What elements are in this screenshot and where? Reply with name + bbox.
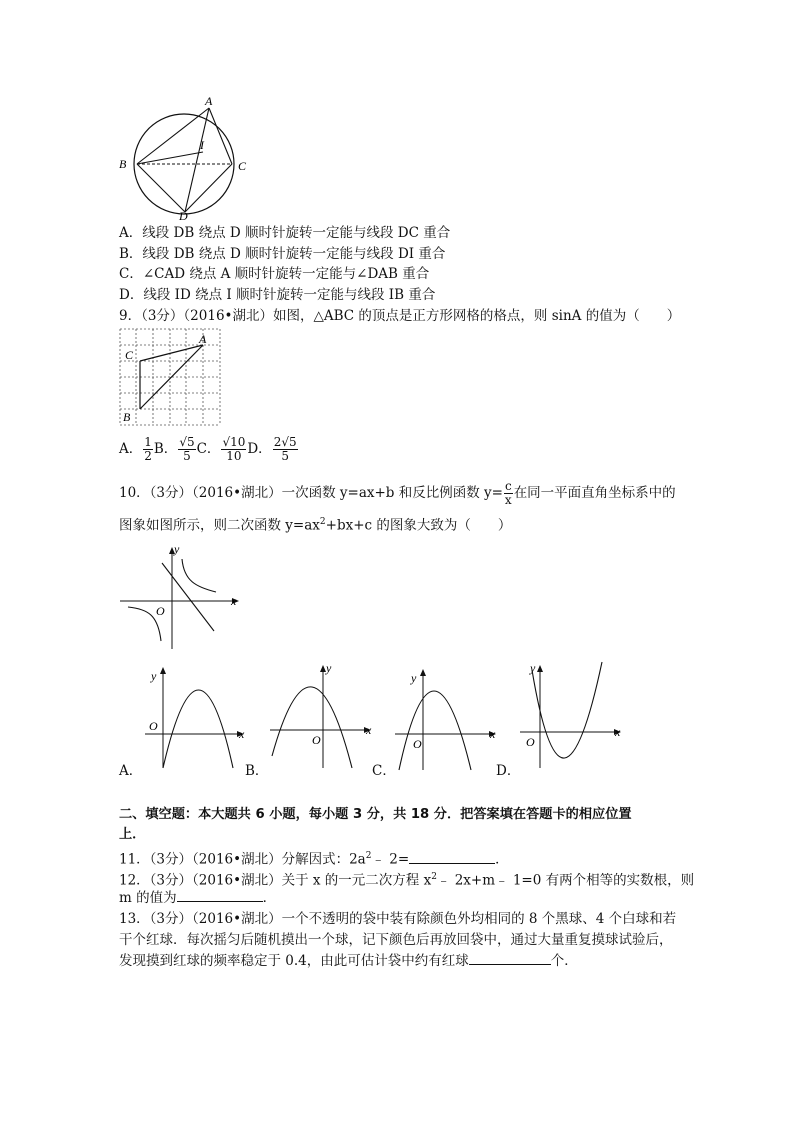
q9-grid-figure <box>119 328 221 426</box>
parabola-a <box>163 690 233 768</box>
q8-option-a: A．线段 DB 绕点 D 顺时针旋转一定能与线段 DC 重合 <box>119 225 451 241</box>
section2-title-line1: 二、填空题：本大题共 6 小题，每小题 3 分，共 18 分．把答案填在答题卡的相应位置 <box>119 807 632 822</box>
q10-option-c-label: C． <box>372 763 396 779</box>
q13-answer-blank[interactable] <box>469 952 551 965</box>
svg-text:x: x <box>239 727 245 741</box>
line-graph <box>162 563 214 631</box>
q9-opt-a-frac: $\frac{1}{2}$ <box>144 435 152 463</box>
q10-option-d-label: D． <box>496 763 521 779</box>
q10-option-d-graph <box>518 660 628 772</box>
q9-opt-d-frac: $\frac{2√5}{5}$ <box>273 435 297 463</box>
q9-opt-d-label: D． <box>247 441 272 457</box>
q11-answer-blank[interactable] <box>409 851 495 864</box>
q10-option-b-label: B． <box>245 763 269 779</box>
segment-ac <box>209 108 232 164</box>
parabola-c <box>399 691 471 770</box>
q9-opt-a-label: A． <box>119 441 143 457</box>
svg-text:y: y <box>151 669 157 683</box>
label-b: B <box>123 410 131 424</box>
q8-option-c: C．∠CAD 绕点 A 顺时针旋转一定能与∠DAB 重合 <box>119 266 430 282</box>
q10-option-a-graph <box>143 660 251 772</box>
q9-opt-c-frac: $\frac{√10}{10}$ <box>222 435 246 463</box>
svg-text:O: O <box>156 604 165 618</box>
svg-text:O: O <box>526 735 535 749</box>
q12-line1: 12．（3分）（2016•湖北）关于 x 的一元二次方程 $x^2﹣$ 2x+m﹣ 1=0 有两个相等的实数根，则 <box>119 872 695 889</box>
q10-given-graph <box>118 545 248 653</box>
svg-text:y: y <box>174 545 180 556</box>
q8-option-b: B．线段 DB 绕点 D 顺时针旋转一定能与线段 DI 重合 <box>119 246 446 262</box>
label-c: C <box>238 159 247 173</box>
svg-text:y: y <box>530 661 536 675</box>
segment-bi <box>137 152 203 164</box>
q8-circle-figure <box>115 92 260 222</box>
svg-text:y: y <box>411 671 417 685</box>
label-a: A <box>199 332 207 346</box>
parabola-d <box>532 662 602 758</box>
q13-line3: 发现摸到红球的频率稳定于 0.4，由此可估计袋中约有红球 个． <box>119 953 578 969</box>
q8-option-d: D．线段 ID 绕点 I 顺时针旋转一定能与线段 IB 重合 <box>119 287 436 303</box>
q10-stem-line2: 图象如图所示，则二次函数 $y=ax^2+bx+c$ 的图象大致为（ ） <box>119 517 512 534</box>
q9-opt-b-label: B． <box>153 441 178 457</box>
label-d: D <box>179 209 188 222</box>
q11: 11．（3分）（2016•湖北）分解因式：$2a^2﹣$ 2= ． <box>119 851 509 868</box>
q9-stem: 9．（3分）（2016•湖北）如图，△ABC 的顶点是正方形网格的格点，则 sinA 的值为（ ） <box>119 308 681 324</box>
q10-option-c-graph <box>393 662 503 772</box>
hyperbola-branch-1 <box>182 559 216 592</box>
segment-ca <box>140 345 203 361</box>
q9-options <box>119 432 299 466</box>
label-a: A <box>205 94 213 108</box>
q9-opt-c-label: C． <box>196 441 221 457</box>
q12-answer-blank[interactable] <box>177 889 263 902</box>
label-i: I <box>200 138 204 152</box>
q13-line2: 干个红球．每次摇匀后随机摸出一个球，记下颜色后再放回袋中，通过大量重复摸球试验后， <box>119 932 673 948</box>
label-c: C <box>125 348 134 362</box>
segment-cd <box>185 164 232 212</box>
q10-stem-line1: 10．（3分）（2016•湖北）一次函数 y=ax+b 和反比例函数 y= $\frac{c}{x}$ 在同一平面直角坐标系中的 <box>119 479 676 507</box>
q12-line2: m 的值为 ． <box>119 890 277 906</box>
q9-opt-b-frac: $\frac{√5}{5}$ <box>179 435 195 463</box>
svg-text:O: O <box>149 719 158 733</box>
svg-text:x: x <box>490 727 496 741</box>
q13-line1: 13．（3分）（2016•湖北）一个不透明的袋中装有除颜色外均相同的 8 个黑球、4 个白球和若 <box>119 911 677 927</box>
parabola-b <box>272 687 352 768</box>
label-b: B <box>119 157 127 171</box>
q10-option-a-label: A． <box>119 763 143 779</box>
svg-text:x: x <box>366 723 372 737</box>
svg-text:O: O <box>413 737 422 751</box>
q10-frac: $\frac{c}{x}$ <box>504 479 512 507</box>
svg-text:O: O <box>312 733 321 747</box>
section2-title-line2: 上． <box>119 827 146 842</box>
svg-text:y: y <box>326 661 332 675</box>
q10-option-b-graph <box>268 660 378 772</box>
segment-bd <box>137 164 185 212</box>
svg-text:x: x <box>615 725 621 739</box>
svg-text:x: x <box>231 594 237 608</box>
